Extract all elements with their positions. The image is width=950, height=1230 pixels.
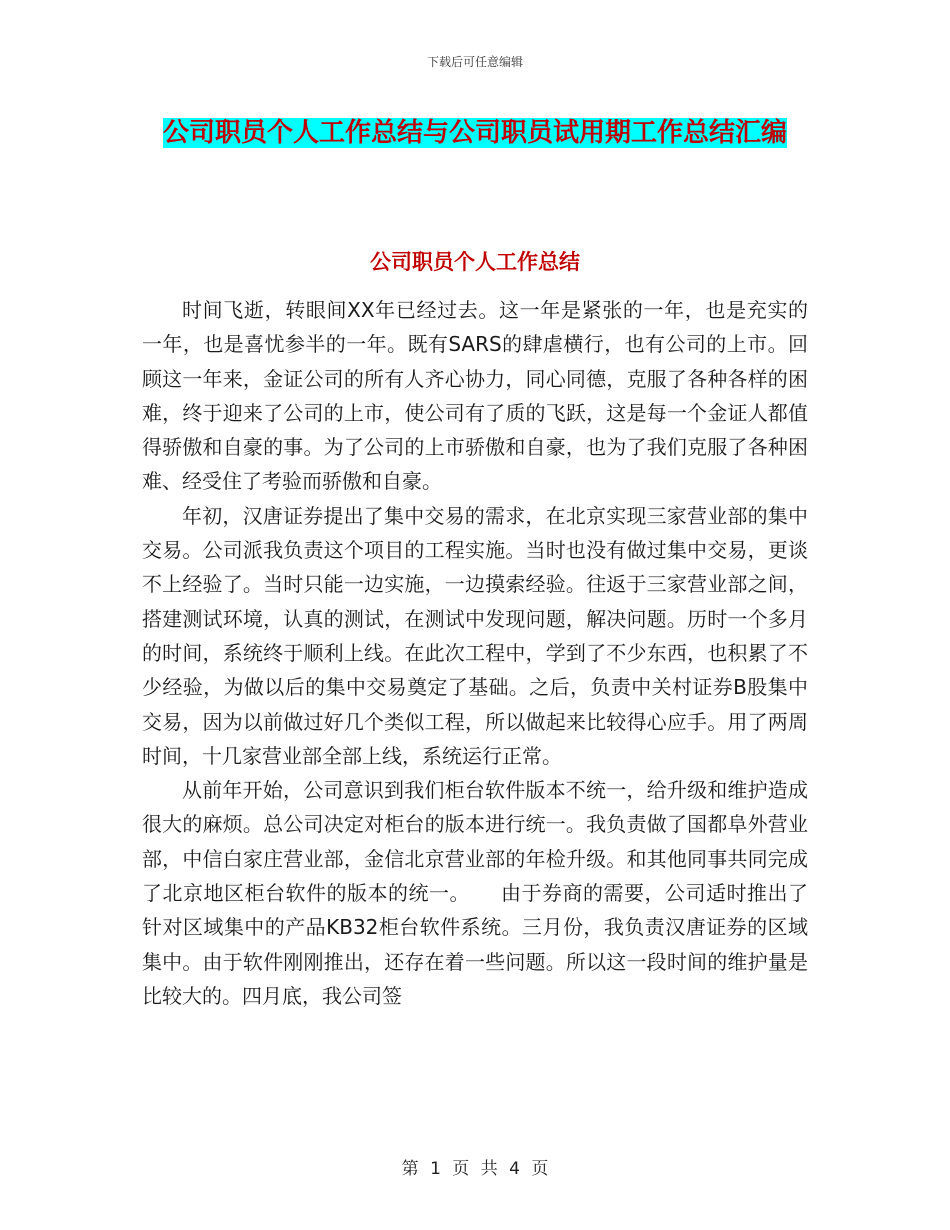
document-title [140, 110, 810, 156]
document-title-text: 公司职员个人工作总结与公司职员试用期工作总结汇编 [162, 118, 787, 148]
page-header-note: 下载后可任意编辑 [426, 55, 523, 69]
paragraph: 从前年开始，公司意识到我们柜台软件版本不统一，给升级和维护造成很大的麻烦。总公司决定对柜台的版本进行统一。我负责做了国都阜外营业部，中信白家庄营业部，金信北京营业部的年检升级。和其他同事共同完成了北京地区柜台软件的版本的统一。 由于券商的需要，公司适时推出了针对区域集中的产品KB32柜台软件系统。三月份，我负责汉唐证券的区域集中。由于软件刚刚推出，还存在着一些问题。所以这一段时间的维护量是比较大的。四月底，我公司签 [142, 778, 808, 1008]
section-title: 公司职员个人工作总结 [370, 250, 580, 274]
page-number: 第 1 页 共 4 页 [401, 1159, 549, 1179]
paragraph: 时间飞逝，转眼间XX年已经过去。这一年是紧张的一年，也是充实的一年，也是喜忧参半的一年。既有SARS的肆虐横行，也有公司的上市。回顾这一年来，金证公司的所有人齐心协力，同心同德，克服了各种各样的困难，终于迎来了公司的上市，使公司有了质的飞跃，这是每一个金证人都值得骄傲和自豪的事。为了公司的上市骄傲和自豪，也为了我们克服了各种困难、经受住了考验而骄傲和自豪。 [142, 298, 808, 494]
document-body [142, 293, 808, 1013]
paragraph: 年初，汉唐证券提出了集中交易的需求，在北京实现三家营业部的集中交易。公司派我负责这个项目的工程实施。当时也没有做过集中交易，更谈不上经验了。当时只能一边实施，一边摸索经验。往返于三家营业部之间，搭建测试环境，认真的测试，在测试中发现问题，解决问题。历时一个多月的时间，系统终于顺利上线。在此次工程中，学到了不少东西，也积累了不少经验，为做以后的集中交易奠定了基础。之后，负责中关村证券B股集中交易，因为以前做过好几个类似工程，所以做起来比较得心应手。用了两周时间，十几家营业部全部上线，系统运行正常。 [142, 503, 808, 768]
